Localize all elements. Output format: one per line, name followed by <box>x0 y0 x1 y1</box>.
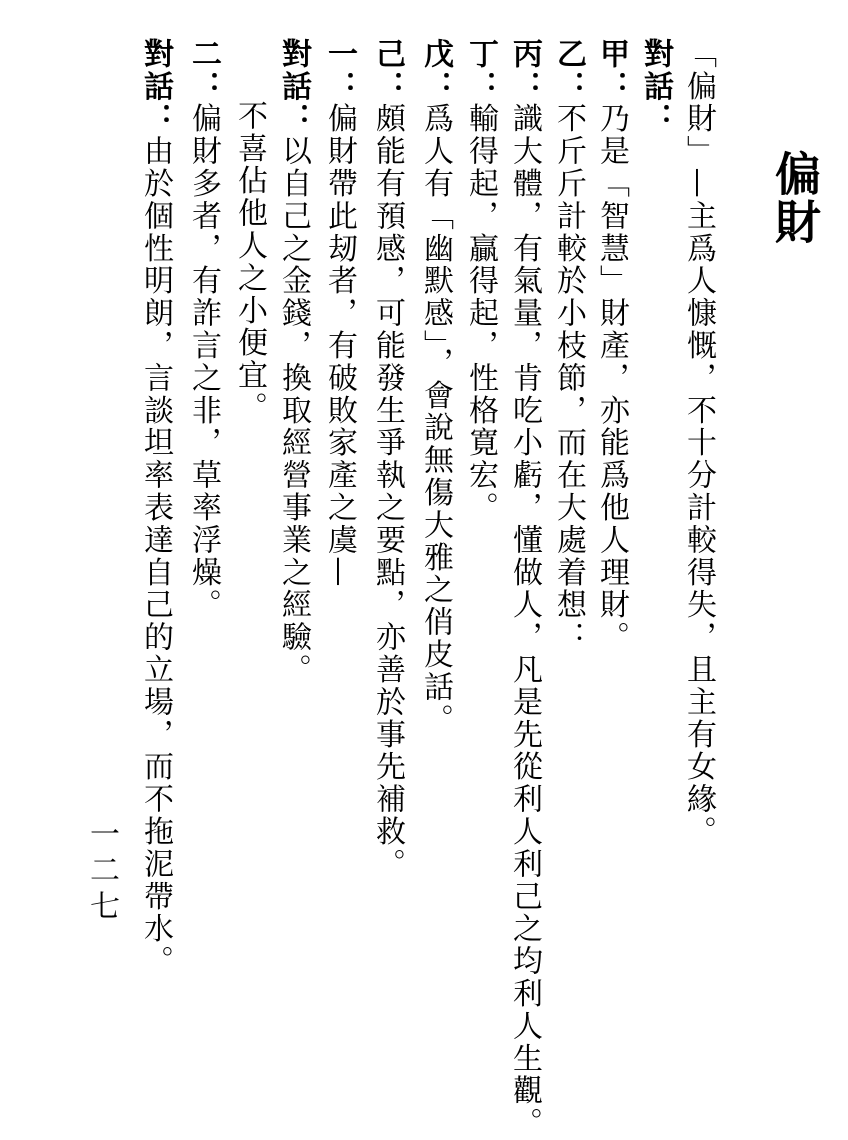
text-column-10 <box>276 38 311 687</box>
line-label: 戊： <box>418 38 453 103</box>
line-text: 以自己之金錢，換取經營事業之經驗。 <box>276 135 311 687</box>
line-text: 輸得起，贏得起，性格寛宏。 <box>463 102 498 525</box>
line-text: 「偏財」—主爲人慷慨，不十分計較得失，且主有女緣。 <box>681 38 716 848</box>
text-column-11 <box>232 100 267 424</box>
line-label: 對話： <box>638 38 673 136</box>
page-title: 偏財 <box>768 150 822 246</box>
line-text: 不喜佔他人之小便宜。 <box>232 100 267 424</box>
text-column-12 <box>186 38 221 622</box>
line-label: 甲： <box>594 38 629 103</box>
line-text: 乃是「智慧」財產，亦能爲他人理財。 <box>594 102 629 654</box>
page-number: 一二七 <box>84 818 119 926</box>
line-text: 不斤斤計較於小枝節，而在大處着想： <box>551 102 586 654</box>
text-column-7 <box>418 38 453 736</box>
text-column-4 <box>551 38 586 654</box>
line-label: 對話： <box>276 38 311 136</box>
line-label: 乙： <box>551 38 586 103</box>
line-label: 丙： <box>507 38 542 103</box>
line-text: 偏財帶此刼者，有破敗家產之虞— <box>322 102 357 589</box>
line-label: 二： <box>186 38 221 103</box>
line-label: 對話： <box>138 38 173 136</box>
line-text: 頗能有預感，可能發生爭執之要點，亦善於事先補救。 <box>370 102 405 881</box>
text-column-8 <box>370 38 405 881</box>
text-column-13 <box>138 38 173 978</box>
line-text: 識大體，有氣量，肯吃小虧，懂做人，凡是先從利人利己之均利人生觀。 <box>507 102 542 1140</box>
text-column-2 <box>638 38 673 136</box>
line-label: 己： <box>370 38 405 103</box>
text-column-5 <box>507 38 542 1140</box>
text-column-6 <box>463 38 498 525</box>
line-text: 爲人有「幽默感」，會說無傷大雅之俏皮話。 <box>418 102 453 736</box>
text-column-1 <box>681 38 716 848</box>
line-label: 一： <box>322 38 357 103</box>
line-label: 丁： <box>463 38 498 103</box>
text-column-3 <box>594 38 629 654</box>
line-text: 由於個性明朗，言談坦率表達自己的立場，而不拖泥帶水。 <box>138 135 173 978</box>
text-column-9 <box>322 38 357 589</box>
line-text: 偏財多者，有詐言之非，草率浮燥。 <box>186 102 221 622</box>
